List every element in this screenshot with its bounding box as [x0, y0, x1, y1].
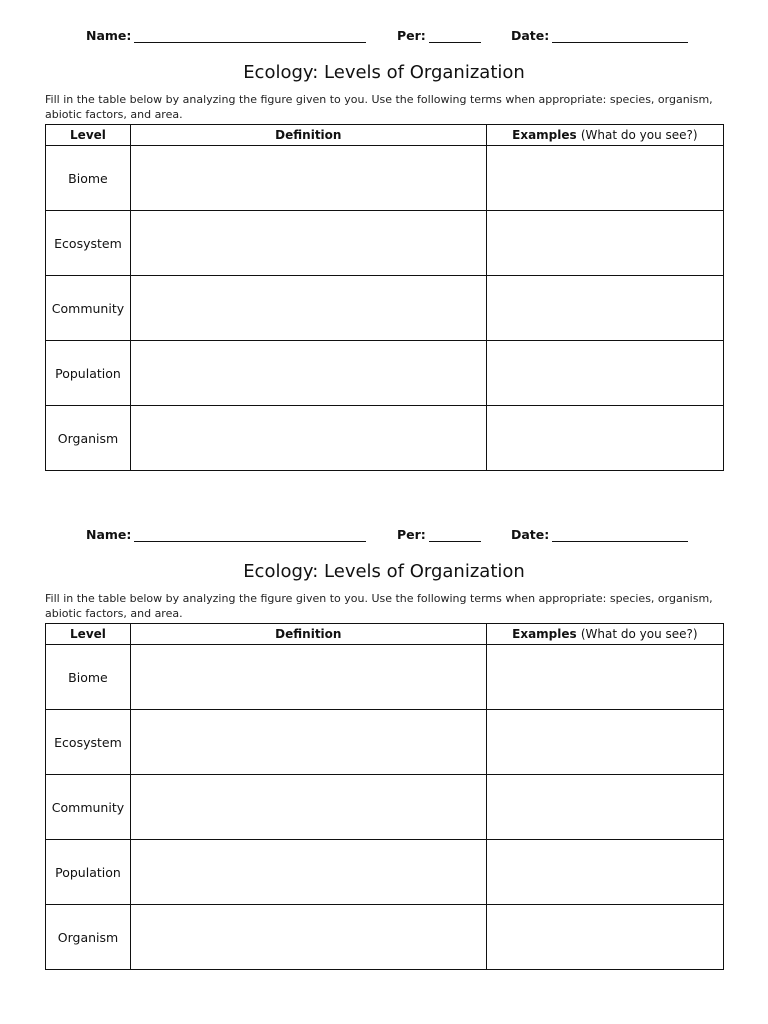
header-examples-hint: (What do you see?): [580, 627, 698, 641]
worksheet-bottom: [0, 499, 768, 999]
name-label: Name:: [86, 28, 132, 43]
level-cell: Biome: [46, 146, 131, 211]
table-row: [46, 645, 724, 710]
definition-cell[interactable]: [130, 276, 486, 341]
header-examples-label: Examples: [512, 128, 577, 142]
examples-cell[interactable]: [486, 840, 723, 905]
worksheet-top: [0, 0, 768, 500]
level-cell: Population: [46, 341, 131, 406]
examples-cell[interactable]: [486, 146, 723, 211]
table-row: [46, 905, 724, 970]
level-cell: Ecosystem: [46, 710, 131, 775]
definition-cell[interactable]: [130, 406, 486, 471]
definition-cell[interactable]: [130, 840, 486, 905]
level-cell: Community: [46, 276, 131, 341]
examples-cell[interactable]: [486, 406, 723, 471]
header-examples: [486, 624, 723, 645]
name-blank[interactable]: [134, 28, 366, 43]
header-examples: [486, 125, 723, 146]
table-row: [46, 406, 724, 471]
examples-cell[interactable]: [486, 211, 723, 276]
period-label: Per:: [397, 28, 426, 43]
table-row: [46, 146, 724, 211]
table-row: [46, 341, 724, 406]
header-level: Level: [46, 624, 131, 645]
examples-cell[interactable]: [486, 645, 723, 710]
definition-cell[interactable]: [130, 710, 486, 775]
period-field[interactable]: [397, 527, 481, 547]
table-header-row: [46, 624, 724, 645]
examples-cell[interactable]: [486, 775, 723, 840]
definition-cell[interactable]: [130, 341, 486, 406]
level-cell: Organism: [46, 905, 131, 970]
header-definition: Definition: [130, 624, 486, 645]
period-blank[interactable]: [429, 28, 481, 43]
date-field[interactable]: [511, 28, 688, 48]
date-blank[interactable]: [552, 527, 688, 542]
level-cell: Biome: [46, 645, 131, 710]
examples-cell[interactable]: [486, 276, 723, 341]
date-label: Date:: [511, 527, 550, 542]
levels-table: [45, 124, 724, 471]
definition-cell[interactable]: [130, 146, 486, 211]
header-level: Level: [46, 125, 131, 146]
date-field[interactable]: [511, 527, 688, 547]
header-examples-hint: (What do you see?): [580, 128, 698, 142]
level-cell: Community: [46, 775, 131, 840]
definition-cell[interactable]: [130, 645, 486, 710]
table-row: [46, 840, 724, 905]
name-blank[interactable]: [134, 527, 366, 542]
header-examples-label: Examples: [512, 627, 577, 641]
date-label: Date:: [511, 28, 550, 43]
definition-cell[interactable]: [130, 211, 486, 276]
examples-cell[interactable]: [486, 710, 723, 775]
period-label: Per:: [397, 527, 426, 542]
table-header-row: [46, 125, 724, 146]
header-definition: Definition: [130, 125, 486, 146]
definition-cell[interactable]: [130, 775, 486, 840]
table-row: [46, 775, 724, 840]
period-field[interactable]: [397, 28, 481, 48]
definition-cell[interactable]: [130, 905, 486, 970]
date-blank[interactable]: [552, 28, 688, 43]
name-label: Name:: [86, 527, 132, 542]
worksheet-title: Ecology: Levels of Organization: [243, 62, 525, 83]
examples-cell[interactable]: [486, 341, 723, 406]
name-field[interactable]: [86, 28, 366, 48]
level-cell: Organism: [46, 406, 131, 471]
worksheet-title: Ecology: Levels of Organization: [243, 561, 525, 582]
table-row: [46, 276, 724, 341]
level-cell: Population: [46, 840, 131, 905]
table-row: [46, 211, 724, 276]
instructions: Fill in the table below by analyzing the figure given to you. Use the following terms when appropriate: species, organism, abiotic factors, and area.: [45, 93, 713, 121]
period-blank[interactable]: [429, 527, 481, 542]
level-cell: Ecosystem: [46, 211, 131, 276]
table-row: [46, 710, 724, 775]
name-field[interactable]: [86, 527, 366, 547]
levels-table: [45, 623, 724, 970]
instructions: Fill in the table below by analyzing the figure given to you. Use the following terms when appropriate: species, organism, abiotic factors, and area.: [45, 592, 713, 620]
examples-cell[interactable]: [486, 905, 723, 970]
